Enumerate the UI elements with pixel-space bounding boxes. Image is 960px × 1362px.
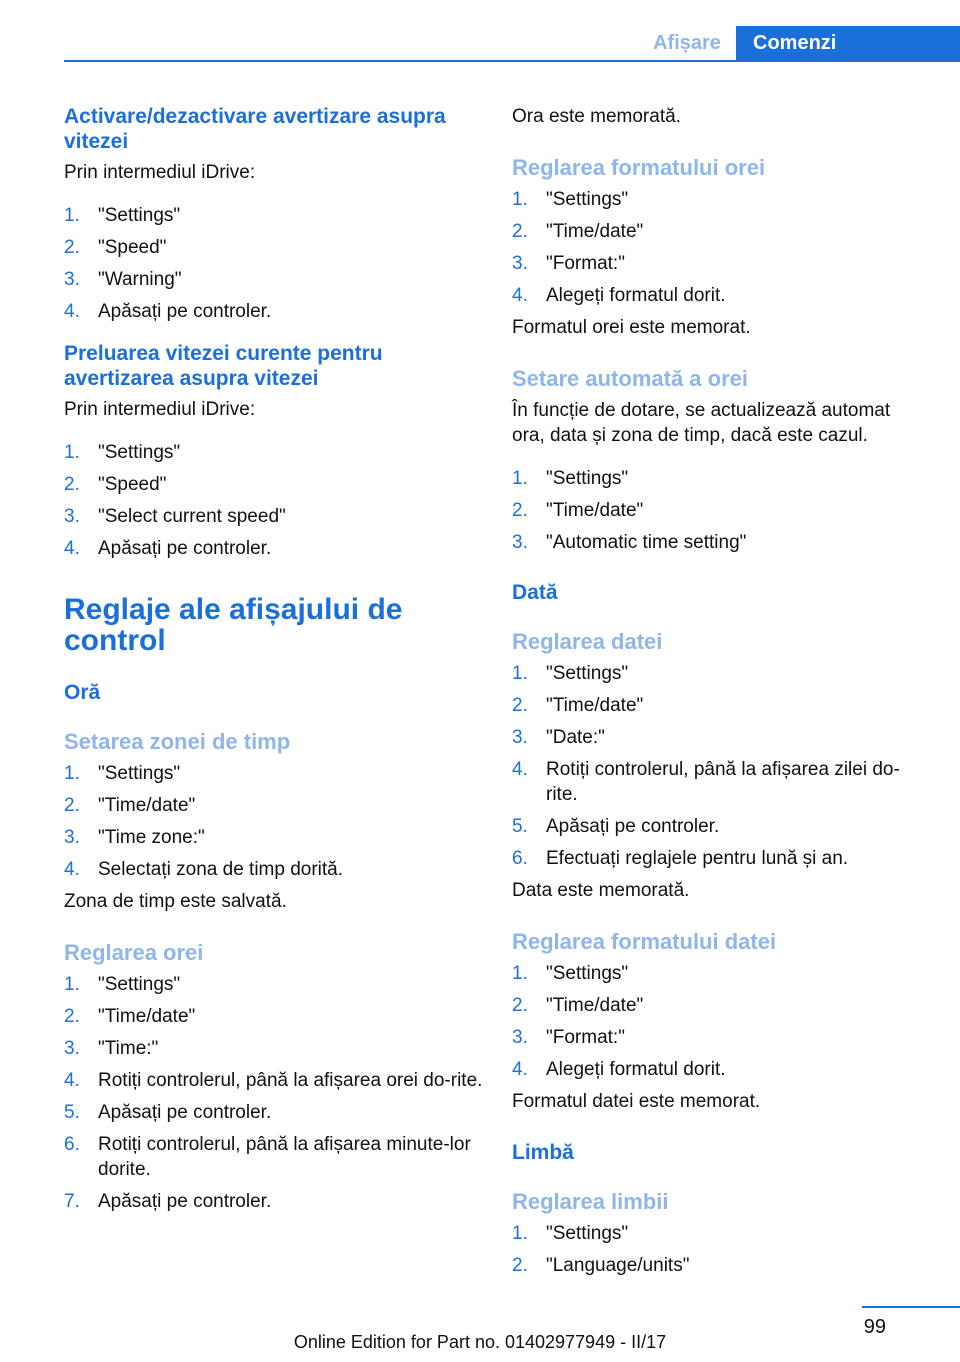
- list-item-text: Apăsați pe controler.: [98, 1191, 272, 1212]
- list-item: [512, 846, 922, 871]
- list-item: [64, 203, 484, 228]
- list-item-text: Rotiți controlerul, până la afișarea orei do-rite.: [98, 1070, 483, 1091]
- list-item: [512, 1253, 922, 1278]
- list-item-number: 1.: [64, 442, 80, 463]
- list-item: [512, 251, 922, 276]
- intro-text: Prin intermediul iDrive:: [64, 399, 256, 420]
- steps-list: [512, 466, 922, 555]
- steps-list: [64, 440, 484, 561]
- list-item-text: "Time/date": [546, 695, 644, 716]
- steps-list: [64, 203, 484, 324]
- list-item-number: 3.: [64, 269, 80, 290]
- list-item-text: Selectați zona de timp dorită.: [98, 859, 344, 880]
- steps-list: [64, 972, 484, 1214]
- list-item-text: Apăsați pe controler.: [546, 816, 720, 837]
- list-item: [64, 472, 484, 497]
- list-item-number: 3.: [64, 827, 80, 848]
- note-text: Formatul datei este memorat.: [512, 1091, 761, 1112]
- steps-list: [512, 1221, 922, 1278]
- subsection-title-date: Reglarea datei: [512, 629, 663, 654]
- list-item-number: 2.: [512, 695, 528, 716]
- list-item-number: 6.: [512, 848, 528, 869]
- list-item-number: 4.: [64, 301, 80, 322]
- list-item-text: "Speed": [98, 237, 167, 258]
- list-item: [64, 1068, 484, 1093]
- list-item-number: 2.: [64, 795, 80, 816]
- list-item-text: "Settings": [98, 974, 181, 995]
- note-text: Data este memorată.: [512, 880, 690, 901]
- list-item-number: 4.: [64, 1070, 80, 1091]
- list-item-number: 2.: [64, 237, 80, 258]
- list-item: [64, 972, 484, 997]
- section-title-ora: Oră: [64, 681, 101, 704]
- left-column: [64, 104, 484, 1221]
- header-divider: [64, 60, 960, 62]
- list-item-number: 5.: [512, 816, 528, 837]
- list-item: [64, 761, 484, 786]
- list-item: [64, 857, 484, 882]
- page-number-divider: [862, 1306, 960, 1308]
- list-item-text: Apăsați pe controler.: [98, 1102, 272, 1123]
- list-item-text: "Settings": [98, 205, 181, 226]
- list-item-number: 2.: [64, 474, 80, 495]
- list-item-text: "Format:": [546, 1027, 625, 1048]
- list-item: [64, 504, 484, 529]
- tab-comenzi[interactable]: Comenzi: [736, 26, 960, 62]
- list-item-text: "Automatic time setting": [546, 532, 747, 553]
- subsection-title-date-format: Reglarea formatului datei: [512, 929, 777, 954]
- list-item: [64, 1036, 484, 1061]
- list-item-text: "Settings": [546, 963, 629, 984]
- list-item-number: 7.: [64, 1191, 80, 1212]
- list-item: [512, 993, 922, 1018]
- list-item-number: 4.: [512, 1059, 528, 1080]
- list-item-number: 1.: [512, 189, 528, 210]
- tab-afisare[interactable]: Afișare: [653, 32, 721, 54]
- list-item: [512, 466, 922, 491]
- list-item-number: 5.: [64, 1102, 80, 1123]
- list-item-number: 2.: [64, 1006, 80, 1027]
- list-item-text: "Time:": [98, 1038, 159, 1059]
- list-item: [64, 440, 484, 465]
- list-item: [64, 1100, 484, 1125]
- steps-list: [512, 961, 922, 1082]
- list-item-text: Efectuați reglajele pentru lună și an.: [546, 848, 849, 869]
- note-text: Ora este memorată.: [512, 106, 681, 127]
- list-item-text: Alegeți formatul dorit.: [546, 285, 726, 306]
- list-item: [512, 693, 922, 718]
- list-item-text: "Settings": [546, 1223, 629, 1244]
- list-item-text: "Time/date": [546, 500, 644, 521]
- list-item-number: 1.: [512, 468, 528, 489]
- list-item-text: "Time/date": [98, 795, 196, 816]
- list-item-text: "Time/date": [546, 221, 644, 242]
- list-item-number: 2.: [512, 500, 528, 521]
- list-item-number: 6.: [64, 1134, 80, 1155]
- list-item-number: 1.: [512, 963, 528, 984]
- list-item-number: 1.: [512, 1223, 528, 1244]
- list-item: [512, 1025, 922, 1050]
- subsection-title-time: Reglarea orei: [64, 940, 204, 965]
- page-header: [0, 0, 960, 64]
- list-item-text: "Settings": [546, 189, 629, 210]
- list-item: [512, 661, 922, 686]
- intro-text: Prin intermediul iDrive:: [64, 162, 256, 183]
- list-item-number: 3.: [64, 1038, 80, 1059]
- edition-footer: Online Edition for Part no. 01402977949 - II/17: [293, 1332, 667, 1352]
- steps-list: [512, 661, 922, 871]
- list-item: [512, 283, 922, 308]
- list-item-number: 4.: [512, 285, 528, 306]
- list-item-text: "Time/date": [546, 995, 644, 1016]
- section-title-limba: Limbă: [512, 1141, 574, 1164]
- list-item-text: "Settings": [98, 763, 181, 784]
- body-text: În funcție de dotare, se actualizează automat ora, data și zona de timp, dacă este cazul.: [512, 400, 891, 446]
- list-item-text: "Settings": [546, 663, 629, 684]
- list-item: [64, 299, 484, 324]
- list-item-number: 3.: [512, 1027, 528, 1048]
- list-item-text: "Time/date": [98, 1006, 196, 1027]
- list-item: [64, 235, 484, 260]
- note-text: Zona de timp este salvată.: [64, 891, 287, 912]
- note-text: Formatul orei este memorat.: [512, 317, 751, 338]
- list-item-number: 2.: [512, 1255, 528, 1276]
- list-item-text: "Time zone:": [98, 827, 205, 848]
- list-item-number: 3.: [64, 506, 80, 527]
- list-item: [512, 757, 922, 807]
- list-item: [512, 1221, 922, 1246]
- list-item: [512, 961, 922, 986]
- list-item-text: "Warning": [98, 269, 182, 290]
- subsection-title-language: Reglarea limbii: [512, 1189, 669, 1214]
- list-item: [512, 725, 922, 750]
- list-item-text: Alegeți formatul dorit.: [546, 1059, 726, 1080]
- list-item: [512, 498, 922, 523]
- list-item-text: Apăsați pe controler.: [98, 538, 272, 559]
- list-item-number: 1.: [64, 205, 80, 226]
- list-item: [64, 536, 484, 561]
- list-item: [64, 1189, 484, 1214]
- list-item-number: 3.: [512, 532, 528, 553]
- chapter-title: Reglaje ale afișajului de control: [64, 593, 403, 657]
- list-item: [64, 1132, 484, 1182]
- list-item-text: "Format:": [546, 253, 625, 274]
- right-column: [512, 104, 922, 1285]
- list-item-number: 1.: [64, 974, 80, 995]
- list-item-text: "Speed": [98, 474, 167, 495]
- subsection-title-time-zone: Setarea zonei de timp: [64, 729, 291, 754]
- list-item: [64, 825, 484, 850]
- list-item: [512, 219, 922, 244]
- list-item-text: "Select current speed": [98, 506, 286, 527]
- list-item-number: 1.: [64, 763, 80, 784]
- page-number: 99: [863, 1316, 886, 1338]
- list-item-number: 3.: [512, 253, 528, 274]
- section-title-data: Dată: [512, 581, 558, 604]
- list-item-text: "Settings": [546, 468, 629, 489]
- section-title-speed-warning: Activare/dezactivare avertizare asupra vitezei: [64, 105, 446, 153]
- list-item: [512, 187, 922, 212]
- list-item-number: 3.: [512, 727, 528, 748]
- list-item: [512, 814, 922, 839]
- list-item: [512, 530, 922, 555]
- list-item-number: 4.: [512, 759, 528, 780]
- list-item-text: Rotiți controlerul, până la afișarea zilei do-rite.: [546, 759, 900, 805]
- section-title-current-speed: Preluarea vitezei curente pentru avertizarea asupra vitezei: [64, 342, 383, 390]
- list-item-text: "Language/units": [546, 1255, 690, 1276]
- subsection-title-auto-time: Setare automată a orei: [512, 366, 748, 391]
- list-item: [64, 793, 484, 818]
- list-item: [512, 1057, 922, 1082]
- list-item-number: 1.: [512, 663, 528, 684]
- list-item-number: 2.: [512, 995, 528, 1016]
- list-item-number: 4.: [64, 538, 80, 559]
- steps-list: [512, 187, 922, 308]
- list-item-text: "Date:": [546, 727, 605, 748]
- list-item-number: 2.: [512, 221, 528, 242]
- steps-list: [64, 761, 484, 882]
- list-item-number: 4.: [64, 859, 80, 880]
- list-item: [64, 267, 484, 292]
- subsection-title-time-format: Reglarea formatului orei: [512, 155, 766, 180]
- list-item: [64, 1004, 484, 1029]
- list-item-text: Apăsați pe controler.: [98, 301, 272, 322]
- list-item-text: "Settings": [98, 442, 181, 463]
- list-item-text: Rotiți controlerul, până la afișarea minute-lor dorite.: [98, 1134, 471, 1180]
